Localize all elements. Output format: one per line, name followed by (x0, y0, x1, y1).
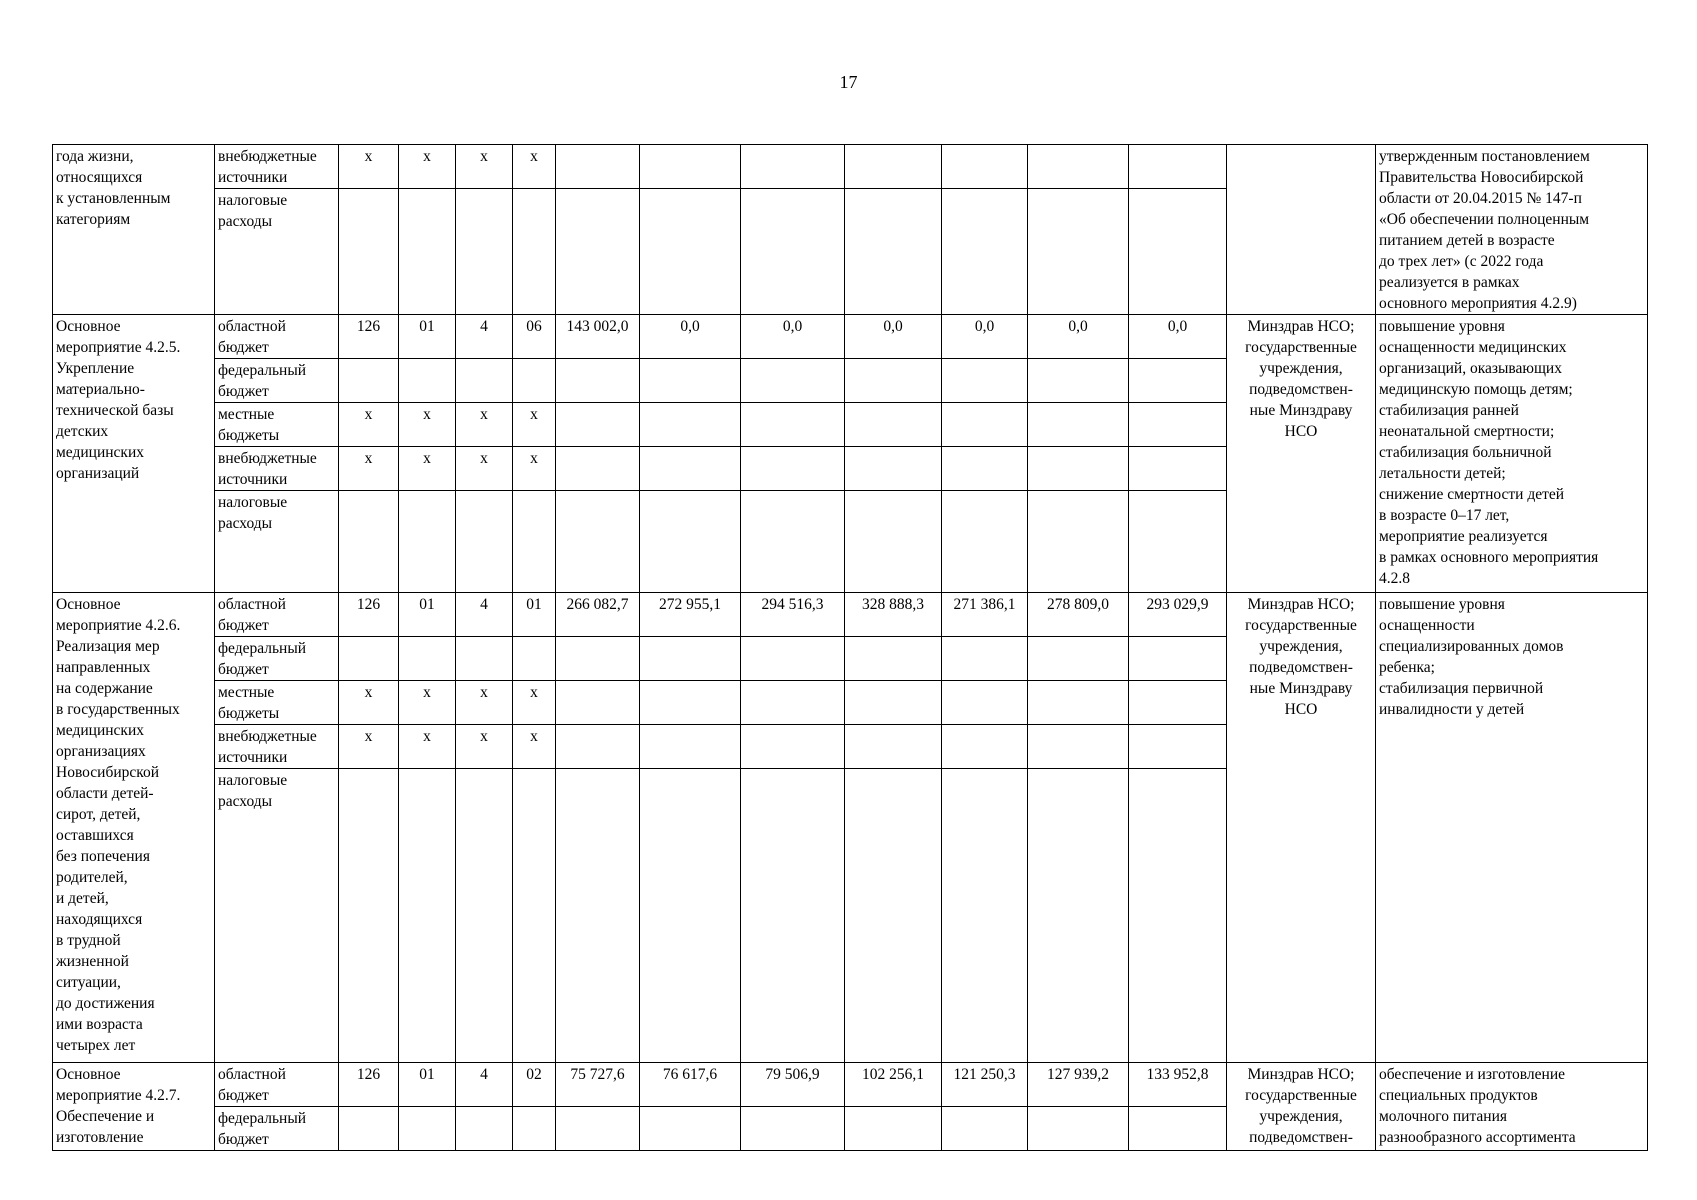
amount-cell (1129, 145, 1227, 189)
amount-cell: 143 002,0 (556, 315, 640, 359)
amount-cell (845, 769, 942, 1063)
code-cell: 4 (456, 593, 513, 637)
code-cell: x (339, 145, 399, 189)
amount-cell (845, 447, 942, 491)
amount-cell (741, 403, 845, 447)
code-cell (456, 491, 513, 593)
amount-cell (845, 637, 942, 681)
amount-cell (556, 491, 640, 593)
code-cell: x (399, 403, 456, 447)
amount-cell (640, 491, 741, 593)
amount-cell (741, 447, 845, 491)
code-cell (513, 637, 556, 681)
code-cell (456, 1107, 513, 1151)
amount-cell (741, 637, 845, 681)
code-cell: x (513, 681, 556, 725)
amount-cell (845, 681, 942, 725)
amount-cell (1129, 769, 1227, 1063)
amount-cell: 79 506,9 (741, 1063, 845, 1107)
code-cell (513, 769, 556, 1063)
code-cell: x (399, 145, 456, 189)
amount-cell (1028, 1107, 1129, 1151)
amount-cell (942, 1107, 1028, 1151)
code-cell: 126 (339, 315, 399, 359)
amount-cell (741, 769, 845, 1063)
code-cell (399, 637, 456, 681)
amount-cell (741, 681, 845, 725)
amount-cell (556, 769, 640, 1063)
amount-cell (741, 145, 845, 189)
code-cell (339, 491, 399, 593)
amount-cell: 294 516,3 (741, 593, 845, 637)
amount-cell (556, 725, 640, 769)
table-row (53, 1063, 1648, 1107)
code-cell (399, 189, 456, 315)
code-cell: x (339, 681, 399, 725)
code-cell (513, 189, 556, 315)
amount-cell: 271 386,1 (942, 593, 1028, 637)
amount-cell (1129, 189, 1227, 315)
amount-cell: 278 809,0 (1028, 593, 1129, 637)
funding-source-cell: налоговые расходы (215, 189, 339, 315)
code-cell (339, 637, 399, 681)
amount-cell (741, 1107, 845, 1151)
amount-cell (1028, 189, 1129, 315)
code-cell: x (513, 725, 556, 769)
amount-cell (1028, 145, 1129, 189)
code-cell: 01 (399, 593, 456, 637)
amount-cell (845, 189, 942, 315)
amount-cell (640, 359, 741, 403)
amount-cell (556, 359, 640, 403)
code-cell (339, 189, 399, 315)
table-row (53, 145, 1648, 189)
funding-source-cell: федеральный бюджет (215, 637, 339, 681)
amount-cell (1028, 447, 1129, 491)
code-cell: x (339, 725, 399, 769)
amount-cell (640, 145, 741, 189)
amount-cell (1028, 725, 1129, 769)
funding-source-cell: областной бюджет (215, 315, 339, 359)
code-cell: 06 (513, 315, 556, 359)
code-cell: x (456, 403, 513, 447)
amount-cell (1028, 491, 1129, 593)
code-cell: 01 (399, 1063, 456, 1107)
code-cell: 4 (456, 315, 513, 359)
amount-cell (640, 1107, 741, 1151)
code-cell: 126 (339, 593, 399, 637)
amount-cell: 0,0 (640, 315, 741, 359)
code-cell: x (399, 725, 456, 769)
amount-cell (1028, 637, 1129, 681)
amount-cell (1129, 491, 1227, 593)
amount-cell (640, 681, 741, 725)
funding-source-cell: налоговые расходы (215, 769, 339, 1063)
amount-cell: 0,0 (1028, 315, 1129, 359)
executor-cell: Минздрав НСО; государственные учреждения, подведомствен- ные Минздраву НСО (1227, 593, 1376, 1063)
funding-source-cell: федеральный бюджет (215, 359, 339, 403)
code-cell (513, 1107, 556, 1151)
executor-cell: Минздрав НСО; государственные учреждения, подведомствен- ные Минздраву НСО (1227, 315, 1376, 593)
expected-result-cell: утвержденным постановлением Правительства Новосибирской области от 20.04.2015 № 147-п «Об обеспечении полноценным питанием детей в возрасте до трех лет» (с 2022 года реализуется в рамках основного мероприятия 4.2.9) (1376, 145, 1648, 315)
measure-name-cell: Основное мероприятие 4.2.7. Обеспечение и изготовление (53, 1063, 215, 1151)
funding-source-cell: областной бюджет (215, 1063, 339, 1107)
amount-cell (845, 1107, 942, 1151)
code-cell: x (399, 447, 456, 491)
executor-cell: Минздрав НСО; государственные учреждения, подведомствен- (1227, 1063, 1376, 1151)
funding-source-cell: областной бюджет (215, 593, 339, 637)
code-cell: x (456, 145, 513, 189)
amount-cell (942, 725, 1028, 769)
amount-cell (1129, 359, 1227, 403)
measure-name-cell: года жизни, относящихся к установленным категориям (53, 145, 215, 315)
amount-cell (845, 145, 942, 189)
code-cell: x (339, 403, 399, 447)
amount-cell (942, 769, 1028, 1063)
code-cell (339, 359, 399, 403)
amount-cell (1129, 637, 1227, 681)
code-cell: x (513, 403, 556, 447)
amount-cell: 133 952,8 (1129, 1063, 1227, 1107)
code-cell: x (456, 447, 513, 491)
code-cell (456, 359, 513, 403)
amount-cell (741, 359, 845, 403)
amount-cell (1028, 403, 1129, 447)
amount-cell (845, 403, 942, 447)
amount-cell (640, 403, 741, 447)
amount-cell: 0,0 (942, 315, 1028, 359)
code-cell (339, 769, 399, 1063)
code-cell (339, 1107, 399, 1151)
funding-source-cell: местные бюджеты (215, 403, 339, 447)
executor-cell (1227, 145, 1376, 315)
funding-source-cell: налоговые расходы (215, 491, 339, 593)
amount-cell (640, 637, 741, 681)
amount-cell (942, 491, 1028, 593)
amount-cell: 0,0 (741, 315, 845, 359)
amount-cell (845, 725, 942, 769)
measure-name-cell: Основное мероприятие 4.2.5. Укрепление материально- технической базы детских медицинских организаций (53, 315, 215, 593)
code-cell: 4 (456, 1063, 513, 1107)
amount-cell (942, 145, 1028, 189)
amount-cell: 76 617,6 (640, 1063, 741, 1107)
table-row (53, 315, 1648, 359)
amount-cell (640, 189, 741, 315)
code-cell (513, 359, 556, 403)
code-cell: x (513, 447, 556, 491)
expected-result-cell: обеспечение и изготовление специальных продуктов молочного питания разнообразного ассортимента (1376, 1063, 1648, 1151)
amount-cell: 0,0 (1129, 315, 1227, 359)
amount-cell (942, 681, 1028, 725)
amount-cell: 121 250,3 (942, 1063, 1028, 1107)
funding-source-cell: внебюджетные источники (215, 725, 339, 769)
funding-source-cell: внебюджетные источники (215, 145, 339, 189)
amount-cell: 293 029,9 (1129, 593, 1227, 637)
amount-cell (942, 189, 1028, 315)
amount-cell (942, 359, 1028, 403)
amount-cell (1129, 403, 1227, 447)
amount-cell (741, 189, 845, 315)
amount-cell: 266 082,7 (556, 593, 640, 637)
code-cell: x (456, 681, 513, 725)
table-body (53, 145, 1648, 1151)
code-cell: x (339, 447, 399, 491)
amount-cell (942, 403, 1028, 447)
code-cell (456, 189, 513, 315)
amount-cell (556, 447, 640, 491)
amount-cell (556, 681, 640, 725)
amount-cell (556, 1107, 640, 1151)
amount-cell: 102 256,1 (845, 1063, 942, 1107)
code-cell (513, 491, 556, 593)
amount-cell: 328 888,3 (845, 593, 942, 637)
amount-cell (1129, 681, 1227, 725)
expected-result-cell: повышение уровня оснащенности специализированных домов ребенка; стабилизация первичной инвалидности у детей (1376, 593, 1648, 1063)
amount-cell (1129, 1107, 1227, 1151)
amount-cell (942, 637, 1028, 681)
amount-cell (640, 769, 741, 1063)
page-number: 17 (839, 72, 858, 92)
amount-cell (1028, 681, 1129, 725)
code-cell (399, 769, 456, 1063)
code-cell (456, 637, 513, 681)
amount-cell (640, 725, 741, 769)
amount-cell (741, 725, 845, 769)
amount-cell (942, 447, 1028, 491)
amount-cell: 75 727,6 (556, 1063, 640, 1107)
code-cell: 02 (513, 1063, 556, 1107)
code-cell (399, 359, 456, 403)
code-cell (456, 769, 513, 1063)
code-cell: x (456, 725, 513, 769)
code-cell: x (399, 681, 456, 725)
amount-cell: 272 955,1 (640, 593, 741, 637)
funding-source-cell: местные бюджеты (215, 681, 339, 725)
amount-cell (556, 189, 640, 315)
code-cell (399, 491, 456, 593)
funding-source-cell: внебюджетные источники (215, 447, 339, 491)
code-cell (399, 1107, 456, 1151)
amount-cell (741, 491, 845, 593)
code-cell: 126 (339, 1063, 399, 1107)
amount-cell (1129, 447, 1227, 491)
code-cell: 01 (513, 593, 556, 637)
measure-name-cell: Основное мероприятие 4.2.6. Реализация мер направленных на содержание в государственных медицинских организациях Новосибирской области детей- сирот, детей, оставшихся без попечения родителей, и детей, находящихся в трудной жизненной ситуации, до достижения ими возраста четырех лет (53, 593, 215, 1063)
table-row (53, 593, 1648, 637)
amount-cell: 0,0 (845, 315, 942, 359)
code-cell: x (513, 145, 556, 189)
amount-cell (1129, 725, 1227, 769)
amount-cell (1028, 359, 1129, 403)
funding-source-cell: федеральный бюджет (215, 1107, 339, 1151)
amount-cell (1028, 769, 1129, 1063)
amount-cell (640, 447, 741, 491)
expected-result-cell: повышение уровня оснащенности медицинских организаций, оказывающих медицинскую помощь детям; стабилизация ранней неонатальной смертности; стабилизация больничной летальности детей; снижение смертности детей в возрасте 0–17 лет, мероприятие реализуется в рамках основного мероприятия 4.2.8 (1376, 315, 1648, 593)
amount-cell: 127 939,2 (1028, 1063, 1129, 1107)
amount-cell (556, 637, 640, 681)
amount-cell (845, 359, 942, 403)
amount-cell (556, 403, 640, 447)
code-cell: 01 (399, 315, 456, 359)
amount-cell (845, 491, 942, 593)
program-table (52, 144, 1648, 1151)
amount-cell (556, 145, 640, 189)
